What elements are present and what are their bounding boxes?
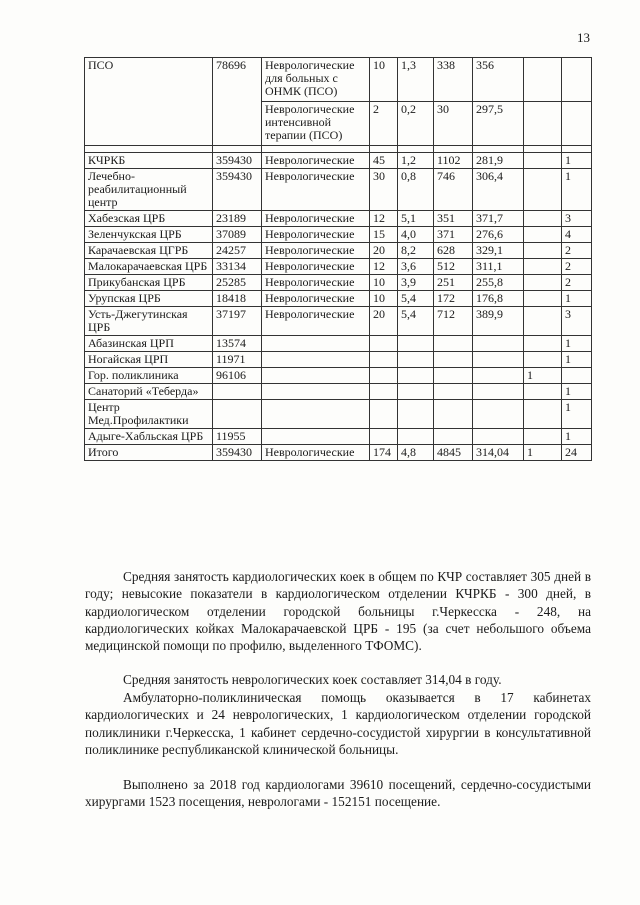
- table-row: [85, 291, 592, 307]
- neurology-beds-table: [84, 57, 592, 461]
- table-cell: 5,4: [398, 291, 434, 307]
- table-cell: [473, 400, 524, 429]
- table-cell: [213, 384, 262, 400]
- paragraph-outpatient-care: Амбулаторно-поликлиническая помощь оказывается в 17 кабинетах кардиологических и 24 неврологических, 1 кардиологическом отделении городской поликлиники г.Черкесска, 1 кабинет сердечно-сосудистой хирургии в консультативной поликлинике республиканской клинической больницы.: [85, 690, 591, 757]
- table-cell: [524, 169, 562, 211]
- table-cell: [398, 368, 434, 384]
- table-cell: 359430: [213, 445, 262, 461]
- paragraph-visits: Выполнено за 2018 год кардиологами 39610 посещений, сердечно-сосудистыми хирургами 1523 посещения, неврологами - 152151 посещение.: [85, 777, 591, 810]
- table-cell: 96106: [213, 368, 262, 384]
- table-cell: [398, 146, 434, 153]
- table-cell: 1: [562, 384, 592, 400]
- table-cell: 746: [434, 169, 473, 211]
- table-cell: Усть-Джегутинская ЦРБ: [85, 307, 213, 336]
- table-cell: 1,2: [398, 153, 434, 169]
- table-cell: 20: [370, 243, 398, 259]
- table-cell: 2: [562, 275, 592, 291]
- table-cell: 3,9: [398, 275, 434, 291]
- table-cell: [398, 429, 434, 445]
- table-cell: 1: [562, 336, 592, 352]
- table-cell: Неврологические: [262, 259, 370, 275]
- table-cell: ПСО: [85, 58, 213, 146]
- table-cell: [370, 146, 398, 153]
- table-row: [85, 352, 592, 368]
- table-cell: [370, 352, 398, 368]
- table-cell: 356: [473, 58, 524, 102]
- table-cell: 5,1: [398, 211, 434, 227]
- table-cell: 4,8: [398, 445, 434, 461]
- table-row: [85, 169, 592, 211]
- table-cell: 25285: [213, 275, 262, 291]
- table-cell: Адыге-Хабльская ЦРБ: [85, 429, 213, 445]
- table-cell: [524, 102, 562, 146]
- table-cell: 712: [434, 307, 473, 336]
- table-cell: 4845: [434, 445, 473, 461]
- table-cell: Малокарачаевская ЦРБ: [85, 259, 213, 275]
- table-cell: 2: [562, 243, 592, 259]
- table-cell: Центр Мед.Профилактики: [85, 400, 213, 429]
- table-cell: Неврологические: [262, 307, 370, 336]
- table-cell: 174: [370, 445, 398, 461]
- table-cell: 10: [370, 275, 398, 291]
- table-cell: 18418: [213, 291, 262, 307]
- table-cell: [524, 243, 562, 259]
- table-cell: 33134: [213, 259, 262, 275]
- table-cell: [562, 102, 592, 146]
- table-cell: Неврологические: [262, 153, 370, 169]
- table-cell: 389,9: [473, 307, 524, 336]
- table-cell: [262, 429, 370, 445]
- table-cell: 338: [434, 58, 473, 102]
- table-row: [85, 58, 592, 102]
- table-cell: 2: [370, 102, 398, 146]
- table-cell: 297,5: [473, 102, 524, 146]
- table-cell: 1102: [434, 153, 473, 169]
- table-cell: 24: [562, 445, 592, 461]
- table-cell: [562, 368, 592, 384]
- table-cell: [370, 429, 398, 445]
- table-cell: 4,0: [398, 227, 434, 243]
- table-cell: 172: [434, 291, 473, 307]
- table-cell: [524, 275, 562, 291]
- table-cell: [473, 384, 524, 400]
- table-cell: 8,2: [398, 243, 434, 259]
- table-cell: [524, 58, 562, 102]
- table-cell: 37197: [213, 307, 262, 336]
- table-cell: 3: [562, 211, 592, 227]
- table-cell: [434, 146, 473, 153]
- table-cell: 11955: [213, 429, 262, 445]
- table-row-spacer: [85, 146, 592, 153]
- table-cell: 45: [370, 153, 398, 169]
- table-cell: Санаторий «Теберда»: [85, 384, 213, 400]
- paragraph-cardiology-occupancy: Средняя занятость кардиологических коек в общем по КЧР составляет 305 дней в году; невысокие показатели в кардиологическом отделении КЧРКБ - 300 дней, в кардиологическом отделении городской больницы г.Черкесска - 248, на кардиологических койках Малокарачаевской ЦРБ - 195 (за счет небольшого объема медицинской помощи по профилю, выделенного ТФОМС).: [85, 569, 591, 654]
- table-cell: [562, 58, 592, 102]
- table-cell: [398, 400, 434, 429]
- table-cell: Неврологические: [262, 169, 370, 211]
- table-cell: [434, 352, 473, 368]
- table-cell: [562, 146, 592, 153]
- table-cell: Урупская ЦРБ: [85, 291, 213, 307]
- table-cell: Прикубанская ЦРБ: [85, 275, 213, 291]
- table-cell: 1: [562, 429, 592, 445]
- table-cell: Хабезская ЦРБ: [85, 211, 213, 227]
- table-cell: [370, 400, 398, 429]
- table-row: [85, 336, 592, 352]
- table-cell: 255,8: [473, 275, 524, 291]
- table-cell: 512: [434, 259, 473, 275]
- table-cell: [524, 307, 562, 336]
- table-cell: Итого: [85, 445, 213, 461]
- table-cell: [524, 259, 562, 275]
- table-cell: Неврологические: [262, 275, 370, 291]
- table-cell: Неврологические: [262, 227, 370, 243]
- table-cell: [524, 291, 562, 307]
- table-cell: [524, 384, 562, 400]
- table-row: [85, 153, 592, 169]
- table-cell: 251: [434, 275, 473, 291]
- table-cell: 0,8: [398, 169, 434, 211]
- table-cell: 628: [434, 243, 473, 259]
- table-cell: 30: [370, 169, 398, 211]
- table-cell: 359430: [213, 153, 262, 169]
- table-cell: Неврологические: [262, 211, 370, 227]
- table-row: [85, 368, 592, 384]
- table-cell: Неврологические интенсивной терапии (ПСО): [262, 102, 370, 146]
- table-row: [85, 259, 592, 275]
- table-cell: 176,8: [473, 291, 524, 307]
- table-cell: Карачаевская ЦГРБ: [85, 243, 213, 259]
- table-cell: 329,1: [473, 243, 524, 259]
- table-cell: [473, 146, 524, 153]
- table-cell: 276,6: [473, 227, 524, 243]
- table-row: [85, 227, 592, 243]
- table-cell: 12: [370, 211, 398, 227]
- table-row: [85, 429, 592, 445]
- table-cell: 1: [562, 169, 592, 211]
- table-cell: Неврологические: [262, 291, 370, 307]
- table-cell: [370, 384, 398, 400]
- table-cell: Гор. поликлиника: [85, 368, 213, 384]
- table-cell: 23189: [213, 211, 262, 227]
- table-cell: 3: [562, 307, 592, 336]
- table-cell: 3,6: [398, 259, 434, 275]
- table-cell: [262, 146, 370, 153]
- table-cell: [434, 384, 473, 400]
- table-cell: 1: [562, 400, 592, 429]
- table-cell: [262, 400, 370, 429]
- table-cell: 1: [524, 368, 562, 384]
- table-cell: Неврологические: [262, 445, 370, 461]
- table-cell: [213, 146, 262, 153]
- table-cell: 12: [370, 259, 398, 275]
- table-cell: [434, 429, 473, 445]
- table-cell: [434, 368, 473, 384]
- table-cell: 78696: [213, 58, 262, 146]
- table-cell: 1: [524, 445, 562, 461]
- table-cell: 10: [370, 58, 398, 102]
- table-cell: [262, 384, 370, 400]
- table-cell: [262, 336, 370, 352]
- table-row: [85, 243, 592, 259]
- table-cell: [434, 336, 473, 352]
- table-cell: [524, 429, 562, 445]
- table-cell: [213, 400, 262, 429]
- table-cell: [370, 368, 398, 384]
- table-row: [85, 384, 592, 400]
- table-cell: 371,7: [473, 211, 524, 227]
- table-row: [85, 275, 592, 291]
- table-cell: Зеленчукская ЦРБ: [85, 227, 213, 243]
- table-cell: [434, 400, 473, 429]
- table-cell: [524, 211, 562, 227]
- page-number: 13: [577, 30, 590, 45]
- table-cell: Неврологические: [262, 243, 370, 259]
- table-cell: 1: [562, 291, 592, 307]
- table-cell: Абазинская ЦРП: [85, 336, 213, 352]
- table-cell: [524, 146, 562, 153]
- table-cell: [473, 429, 524, 445]
- table-cell: [398, 384, 434, 400]
- table-cell: 1: [562, 352, 592, 368]
- table-cell: 0,2: [398, 102, 434, 146]
- table-cell: [473, 336, 524, 352]
- table-cell: [524, 153, 562, 169]
- table-cell: 11971: [213, 352, 262, 368]
- table-cell: 351: [434, 211, 473, 227]
- table-cell: [524, 336, 562, 352]
- table-cell: 306,4: [473, 169, 524, 211]
- table-row: [85, 400, 592, 429]
- table-cell: 24257: [213, 243, 262, 259]
- paragraph-neurology-occupancy: Средняя занятость неврологических коек составляет 314,04 в году.: [123, 672, 502, 687]
- table-cell: [524, 227, 562, 243]
- table-cell: [473, 368, 524, 384]
- table-cell: Неврологические для больных с ОНМК (ПСО): [262, 58, 370, 102]
- table-cell: 1,3: [398, 58, 434, 102]
- table-cell: [262, 352, 370, 368]
- table-cell: 1: [562, 153, 592, 169]
- table-row: [85, 211, 592, 227]
- table-cell: [85, 146, 213, 153]
- table-cell: [370, 336, 398, 352]
- table-row: [85, 307, 592, 336]
- table-cell: [524, 400, 562, 429]
- table-cell: 311,1: [473, 259, 524, 275]
- table-cell: [473, 352, 524, 368]
- table-cell: [398, 352, 434, 368]
- table-cell: 30: [434, 102, 473, 146]
- table-cell: [524, 352, 562, 368]
- table-cell: 20: [370, 307, 398, 336]
- table-cell: 4: [562, 227, 592, 243]
- table-row: [85, 445, 592, 461]
- table-cell: 314,04: [473, 445, 524, 461]
- table-cell: 5,4: [398, 307, 434, 336]
- table-cell: [262, 368, 370, 384]
- table-cell: 281,9: [473, 153, 524, 169]
- table-cell: 13574: [213, 336, 262, 352]
- table-cell: 371: [434, 227, 473, 243]
- table-cell: 10: [370, 291, 398, 307]
- table-cell: 359430: [213, 169, 262, 211]
- table-cell: Ногайская ЦРП: [85, 352, 213, 368]
- table-cell: 2: [562, 259, 592, 275]
- table-cell: 37089: [213, 227, 262, 243]
- table-cell: КЧРКБ: [85, 153, 213, 169]
- table-cell: Лечебно-реабилитационный центр: [85, 169, 213, 211]
- table-cell: [398, 336, 434, 352]
- table-cell: 15: [370, 227, 398, 243]
